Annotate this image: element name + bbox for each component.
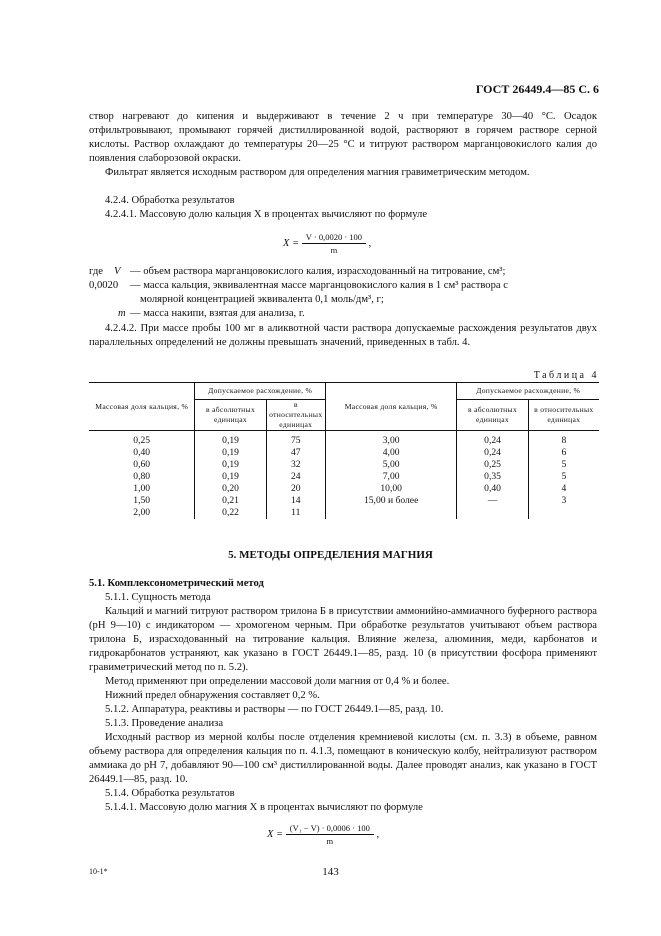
- table-row: [89, 471, 599, 483]
- formula2-tail: ,: [376, 828, 380, 840]
- table-cell: 4: [561, 483, 567, 495]
- table-cell: 0,20: [195, 483, 266, 495]
- table-cell: 7,00: [325, 471, 457, 483]
- legend-m-symbol: [118, 308, 126, 319]
- table-cell: 15,00 и более: [325, 495, 457, 507]
- table-cell: 3: [561, 495, 567, 507]
- table-cell: 4,00: [325, 447, 457, 459]
- formula2-denominator: m: [326, 836, 334, 846]
- paragraph-5-1-3: Исходный раствор из мерной колбы после отделения кремниевой кислоты (см. п. 3.3) в объеме, равном объему раствора для определения кальция по п. 4.1.3, помещают в коническую колбу, нейтрализуют раствором аммиака до рН 7, добавляют 90—100 см³ дистиллированной воды. Далее проводят анализ, как указано в ГОСТ 26449.1—85, разд. 10.: [89, 732, 597, 785]
- table-cell: 0,24: [457, 431, 528, 448]
- legend-m-sym: m: [118, 308, 126, 319]
- table-cell: 5: [561, 471, 567, 483]
- th-fraction-1: Массовая доля кальция, %: [89, 383, 195, 431]
- table-cell: 1,00: [89, 483, 195, 495]
- table-cell: 24: [266, 471, 325, 483]
- table-cell: 0,24: [457, 447, 528, 459]
- table-cell: [457, 507, 528, 519]
- paragraph-method-range: Метод применяют при определении массовой доли магния от 0,4 % и более.: [105, 676, 450, 687]
- table-4: [89, 382, 599, 519]
- th-allowed-1: Допускаемое расхождение, %: [195, 383, 325, 400]
- legend-c-symbol: 0,0020: [89, 280, 119, 291]
- paragraph-calcium-precipitation: створ нагревают до кипения и выдерживают в течение 2 ч при температуре 30—40 °С. Осадок отфильтровывают, промывают горячей дистиллированной водой, растворяют в горячем растворе серной кислоты. Раствор охлаждают до температуры 20—25 °С и титруют раствором марганцовокислого калия до появления слаборозовой окраски.: [89, 111, 597, 164]
- table-cell: 5,00: [325, 459, 457, 471]
- table-cell: 1,50: [89, 495, 195, 507]
- table-cell: [325, 507, 457, 519]
- th-fraction-2: Массовая доля кальция, %: [325, 383, 457, 431]
- table-row: [89, 459, 599, 471]
- footer-left-mark: 10-1*: [89, 867, 108, 876]
- table-cell: 47: [266, 447, 325, 459]
- heading-5-1-4: 5.1.4. Обработка результатов: [105, 788, 235, 799]
- table-cell: 5: [561, 459, 567, 471]
- table-cell: 3,00: [325, 431, 457, 448]
- th-rel-2: в относительных единицах: [534, 405, 594, 424]
- table-cell: 14: [266, 495, 325, 507]
- table-cell: 0,19: [195, 459, 266, 471]
- table-cell: 0,40: [89, 447, 195, 459]
- page-number: 143: [322, 866, 339, 878]
- table-cell: 10,00: [325, 483, 457, 495]
- legend-where: где: [89, 266, 103, 277]
- legend-v-symbol: [114, 266, 120, 277]
- heading-4-2-4-1: 4.2.4.1. Массовую долю кальция X в процентах вычисляют по формуле: [105, 209, 428, 220]
- heading-5-1-4-1: 5.1.4.1. Массовую долю магния X в процентах вычисляют по формуле: [105, 802, 423, 813]
- legend-v-text: — объем раствора марганцовокислого калия, израсходованный на титрование, см³;: [130, 266, 506, 277]
- heading-5-1: 5.1. Комплексонометрический метод: [89, 578, 264, 589]
- table-cell: 0,35: [457, 471, 528, 483]
- formula-magnesium: [267, 823, 379, 846]
- table-cell: 0,25: [457, 459, 528, 471]
- legend-c-text2: молярной концентрацией эквивалента 0,1 моль/дм³, г;: [140, 294, 384, 305]
- legend-m-text: — масса накипи, взятая для анализа, г.: [130, 308, 305, 319]
- th-abs-2: в абсолютных единицах: [457, 400, 528, 431]
- page-header: ГОСТ 26449.4—85 С. 6: [475, 82, 599, 96]
- table-cell: 0,60: [89, 459, 195, 471]
- formula2-lhs: X =: [267, 828, 284, 840]
- formula-lhs: X =: [283, 237, 300, 249]
- table-cell: 11: [266, 507, 325, 519]
- heading-5-1-1: 5.1.1. Сущность метода: [105, 592, 211, 603]
- formula-denominator: m: [330, 245, 338, 255]
- table-cell: 0,21: [195, 495, 266, 507]
- section-5-title: 5. МЕТОДЫ ОПРЕДЕЛЕНИЯ МАГНИЯ: [228, 549, 433, 561]
- table-row: [89, 447, 599, 459]
- legend-c-text: — масса кальция, эквивалентная массе марганцовокислого калия в 1 см³ раствора с: [130, 280, 508, 291]
- table-cell: 0,22: [195, 507, 266, 519]
- formula-calcium: [283, 232, 371, 255]
- paragraph-detection-limit: Нижний предел обнаружения составляет 0,2 %.: [105, 690, 320, 701]
- formula-tail: ,: [368, 237, 372, 249]
- table-row: [89, 495, 599, 507]
- table-cell: 0,40: [457, 483, 528, 495]
- table-cell: 0,80: [89, 471, 195, 483]
- heading-5-1-2: 5.1.2. Аппаратура, реактивы и растворы — по ГОСТ 26449.1—85, разд. 10.: [105, 704, 444, 715]
- formula2-numerator: (V₁ − V) · 0,0006 · 100: [286, 823, 374, 835]
- heading-5-1-3: 5.1.3. Проведение анализа: [105, 718, 224, 729]
- table-cell: 6: [561, 447, 567, 459]
- table-cell: 0,19: [195, 447, 266, 459]
- table-cell: —: [457, 495, 528, 507]
- heading-4-2-4: 4.2.4. Обработка результатов: [105, 195, 235, 206]
- table-cell: 0,19: [195, 471, 266, 483]
- table-row: [89, 507, 599, 519]
- table-caption: Таблица 4: [533, 370, 599, 381]
- table-cell: 0,19: [195, 431, 266, 448]
- legend-v-sym: V: [114, 266, 121, 277]
- formula-fraction: [302, 232, 366, 255]
- th-rel-1: в относительных единицах: [266, 400, 325, 431]
- paragraph-4-2-4-2: 4.2.4.2. При массе пробы 100 мг в аликвотной части раствора допускаемые расхождения результатов двух параллельных определений не должны превышать значений, приведенных в табл. 4.: [89, 323, 597, 348]
- formula-numerator: V · 0,0020 · 100: [302, 232, 366, 244]
- table-cell: 32: [266, 459, 325, 471]
- table-cell: 8: [561, 435, 567, 447]
- table-cell: [528, 507, 599, 519]
- th-abs-1: в абсолютных единицах: [195, 400, 266, 431]
- table-cell: 2,00: [89, 507, 195, 519]
- table-row: [89, 483, 599, 495]
- table-4-body: [89, 431, 599, 520]
- paragraph-5-1-1: Кальций и магний титруют раствором трилона Б в присутствии аммонийно-аммиачного буферного раствора (рН 9—10) с индикатором — хромогеном черным. При обработке результатов учитывают объем раствора трилона Б, израсходованный на титрование кальция. Влияние железа, алюминия, меди, карбонатов и гидрокарбонатов устраняют, как указано в ГОСТ 26449.1—85, разд. 10 (в присутствии фосфора применяют гравиметрический метод по п. 5.2).: [89, 606, 597, 673]
- table-row: [89, 431, 599, 448]
- paragraph-filtrate: Фильтрат является исходным раствором для определения магния гравиметрическим методом.: [105, 167, 530, 178]
- table-cell: 20: [266, 483, 325, 495]
- th-allowed-2: Допускаемое расхождение, %: [457, 383, 599, 400]
- table-cell: 0,25: [89, 431, 195, 448]
- table-cell: 75: [266, 431, 325, 448]
- formula2-fraction: [286, 823, 374, 846]
